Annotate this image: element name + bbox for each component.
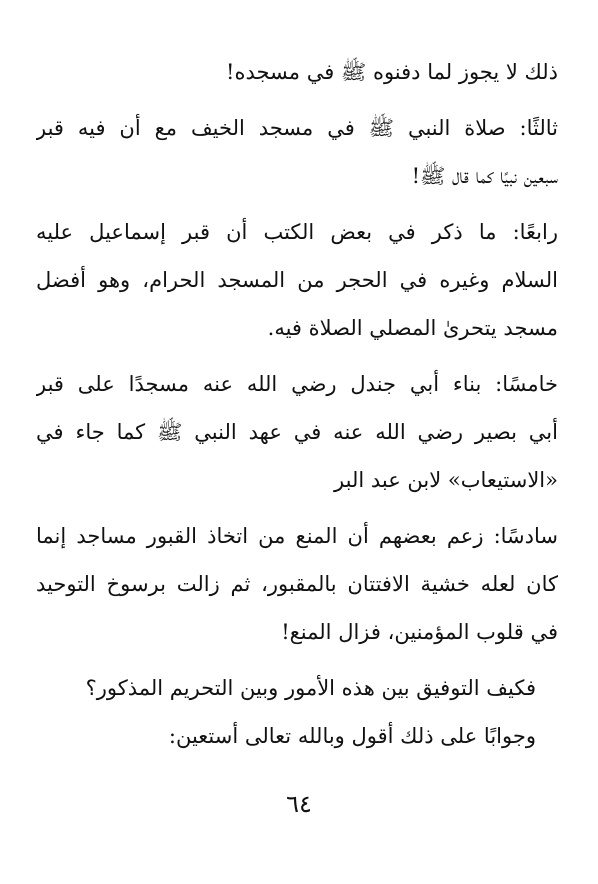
- text-line-3: سبعين نبيًا كما قال ﷺ!: [411, 164, 558, 188]
- text-line-1: ذلك لا يجوز لما دفنوه ﷺ في مسجده!: [226, 60, 558, 84]
- text-line-12: في قلوب المؤمنين، فزال المنع!: [281, 620, 558, 644]
- text-line-2: ثالثًا: صلاة النبي ﷺ في مسجد الخيف مع أن فيه قبر: [36, 116, 558, 140]
- text-line-10: سادسًا: زعم بعضهم أن المنع من اتخاذ القبور مساجد إنما: [36, 524, 558, 548]
- text-line-4: رابعًا: ما ذكر في بعض الكتب أن قبر إسماعيل عليه: [36, 220, 558, 244]
- text-line-11: كان لعله خشية الافتتان بالمقبور، ثم زالت برسوخ التوحيد: [36, 572, 558, 596]
- text-line-7: خامسًا: بناء أبي جندل رضي الله عنه مسجدًا على قبر: [36, 372, 558, 396]
- text-line-14: وجوابًا على ذلك أقول وبالله تعالى أستعين:: [168, 724, 536, 748]
- text-line-5: السلام وغيره في الحجر من المسجد الحرام، وهو أفضل: [36, 268, 558, 292]
- page-number: ٦٤: [286, 790, 312, 818]
- text-line-8: أبي بصير رضي الله عنه في عهد النبي ﷺ كما جاء في: [36, 420, 558, 444]
- text-line-9: «الاستيعاب» لابن عبد البر: [334, 468, 558, 492]
- text-line-6: مسجد يتحرىٰ المصلي الصلاة فيه.: [267, 316, 558, 340]
- page-body-text: [36, 48, 558, 760]
- text-line-13: فكيف التوفيق بين هذه الأمور وبين التحريم المذكور؟: [85, 676, 536, 700]
